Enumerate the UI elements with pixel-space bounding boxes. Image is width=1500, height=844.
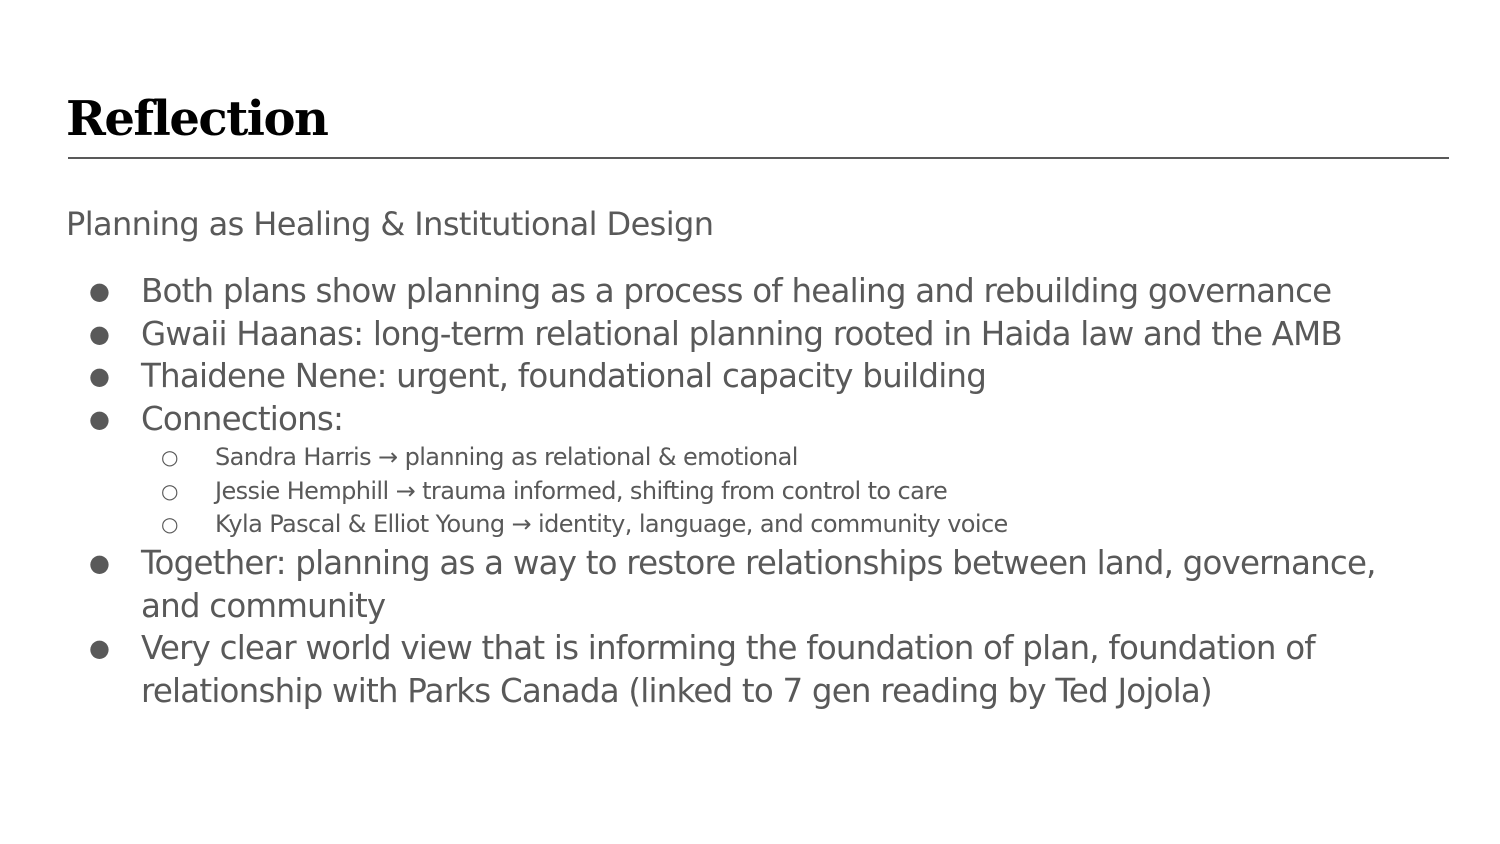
sub-bullet-item — [141, 441, 1441, 475]
bullet-item — [0, 627, 1441, 712]
bullet-item — [0, 313, 1441, 356]
bullet-icon: ● — [89, 548, 110, 577]
bullet-item — [0, 355, 1441, 398]
bullet-text: Thaidene Nene: urgent, foundational capacity building — [141, 357, 987, 396]
sub-bullet-list — [141, 441, 1441, 542]
bullet-icon: ● — [89, 634, 110, 663]
sub-bullet-icon: ○ — [161, 444, 178, 469]
slide-body — [0, 270, 1500, 713]
bullet-text: Very clear world view that is informing the foundation of plan, foundation of relationship with Parks Canada (linked to 7 gen reading by Ted Jojola) — [141, 629, 1315, 711]
bullet-text: Connections: — [141, 400, 344, 439]
slide-title: Reflection — [66, 91, 328, 147]
sub-bullet-item — [141, 475, 1441, 509]
bullet-list — [0, 270, 1500, 713]
bullet-icon: ● — [89, 405, 110, 434]
sub-bullet-text: Jessie Hemphill → trauma informed, shifting from control to care — [215, 476, 948, 505]
sub-bullet-text: Kyla Pascal & Elliot Young → identity, language, and community voice — [215, 510, 1008, 539]
title-divider — [68, 157, 1449, 159]
bullet-item — [0, 270, 1441, 313]
bullet-text: Together: planning as a way to restore relationships between land, governance, and community — [141, 543, 1376, 625]
sub-bullet-icon: ○ — [161, 512, 178, 537]
slide-subtitle: Planning as Healing & Institutional Design — [66, 205, 714, 243]
bullet-icon: ● — [89, 362, 110, 391]
bullet-item — [0, 542, 1441, 627]
sub-bullet-icon: ○ — [161, 478, 178, 503]
bullet-icon: ● — [89, 319, 110, 348]
sub-bullet-text: Sandra Harris → planning as relational & emotional — [215, 442, 798, 471]
bullet-text: Gwaii Haanas: long-term relational planning rooted in Haida law and the AMB — [141, 314, 1342, 353]
sub-bullet-item — [141, 508, 1441, 542]
bullet-icon: ● — [89, 277, 110, 305]
bullet-item — [0, 398, 1441, 542]
bullet-text: Both plans show planning as a process of healing and rebuilding governance — [141, 272, 1332, 310]
